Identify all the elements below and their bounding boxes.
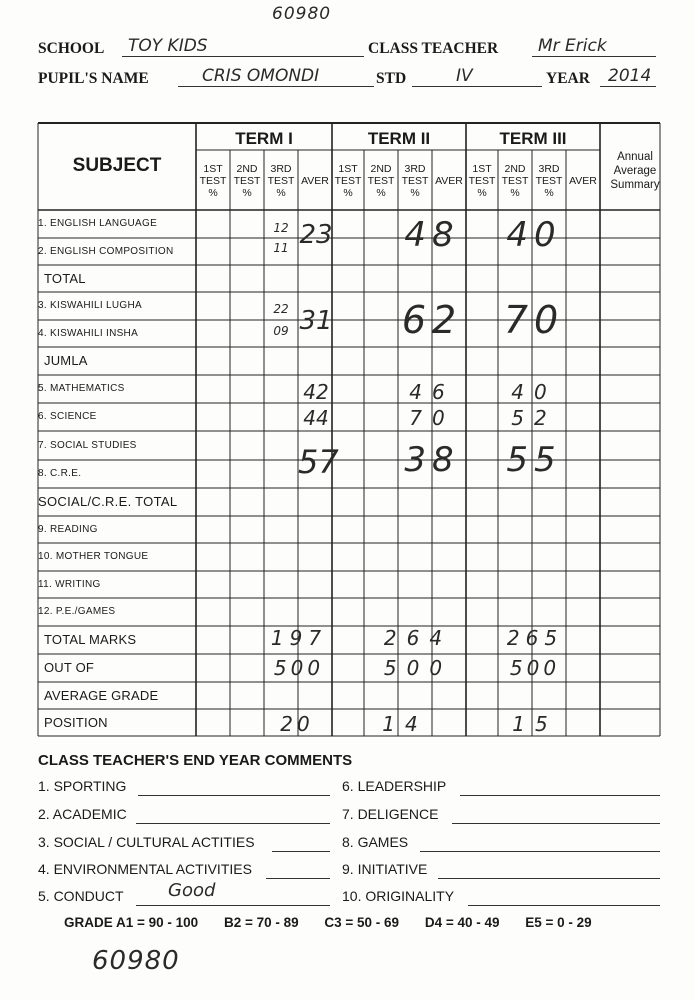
subheader-t3-col1: 1ST TEST % <box>468 163 496 199</box>
total-marks-t3: 265 <box>506 626 564 650</box>
school-value: TOY KIDS <box>128 36 208 56</box>
math-t3: 40 <box>511 380 557 404</box>
subheader-t1-col2: 2ND TEST % <box>233 163 261 199</box>
math-t2: 46 <box>409 380 455 404</box>
term-3-header: TERM III <box>499 129 567 148</box>
out-of-t1: 500 <box>273 656 325 680</box>
comment-left-line-1[interactable] <box>138 794 330 796</box>
comment-left-line-3[interactable] <box>272 850 330 852</box>
kiswahili-t3-mark: 70 <box>503 298 565 342</box>
english-t1-small-2: 11 <box>273 241 289 255</box>
subheader-t2-col2: 2ND TEST % <box>367 163 395 199</box>
total-marks-t1: 197 <box>270 626 328 650</box>
english-t3-mark: 40 <box>506 215 562 255</box>
position-t2: 14 <box>382 712 428 736</box>
row-label-5: 4. KISWAHILI INSHA <box>38 328 139 339</box>
comment-left-line-4[interactable] <box>266 877 330 879</box>
comment-left-4: 4. ENVIRONMENTAL ACTIVITIES <box>38 861 252 877</box>
comment-left-line-5[interactable] <box>136 904 330 906</box>
subheader-t2-col3: 3RD TEST % <box>401 163 429 199</box>
comment-right-1: 6. LEADERSHIP <box>342 778 447 794</box>
row-label-9: 7. SOCIAL STUDIES <box>38 440 137 451</box>
row-label-19: POSITION <box>44 715 108 730</box>
comment-right-3: 8. GAMES <box>342 834 409 850</box>
row-label-4: 3. KISWAHILI LUGHA <box>38 300 142 311</box>
std-value: IV <box>456 66 473 86</box>
comment-right-2: 7. DELIGENCE <box>342 806 439 822</box>
row-label-11: SOCIAL/C.R.E. TOTAL <box>38 494 178 509</box>
total-marks-t2: 264 <box>383 626 453 650</box>
year-label: YEAR <box>546 70 590 87</box>
subheader-t3-col2: 2ND TEST % <box>501 163 529 199</box>
top-reference-number: 60980 <box>272 4 332 24</box>
subheader-t2-col4: AVER <box>435 175 463 187</box>
year-value: 2014 <box>608 66 652 86</box>
comment-right-line-3[interactable] <box>420 850 660 852</box>
pupil-name-label: PUPIL'S NAME <box>38 70 149 87</box>
position-t3: 15 <box>512 712 558 736</box>
subject-header: SUBJECT <box>72 155 162 176</box>
row-label-14: 11. WRITING <box>38 579 101 590</box>
row-label-6: JUMLA <box>44 353 88 368</box>
conduct-value: Good <box>168 880 216 901</box>
science-t3: 52 <box>511 406 557 430</box>
row-label-13: 10. MOTHER TONGUE <box>38 551 149 562</box>
science-t1: 44 <box>303 406 329 430</box>
comment-right-line-1[interactable] <box>460 794 660 796</box>
school-label: SCHOOL <box>38 40 105 57</box>
subheader-t3-col3: 3RD TEST % <box>535 163 563 199</box>
subheader-t1-col1: 1ST TEST % <box>199 163 227 199</box>
subheader-t1-col4: AVER <box>301 175 329 187</box>
grade-e5: E5 = 0 - 29 <box>525 915 592 930</box>
row-label-7: 5. MATHEMATICS <box>38 383 125 394</box>
grade-c3: C3 = 50 - 69 <box>324 915 400 930</box>
social-cre-t3: 55 <box>506 440 562 480</box>
social-cre-t1: 57 <box>298 443 339 481</box>
row-label-2: 2. ENGLISH COMPOSITION <box>38 246 174 257</box>
subheader-t1-col3: 3RD TEST % <box>267 163 295 199</box>
english-t1-small-1: 12 <box>273 221 289 235</box>
english-t2-mark: 48 <box>404 215 460 255</box>
comment-left-line-2[interactable] <box>136 822 330 824</box>
comment-right-line-5[interactable] <box>468 904 660 906</box>
out-of-t3: 500 <box>509 656 561 680</box>
class-teacher-label: CLASS TEACHER <box>368 40 499 57</box>
kiswahili-t1-small-1: 22 <box>273 302 289 316</box>
comment-right-4: 9. INITIATIVE <box>342 861 428 877</box>
row-label-10: 8. C.R.E. <box>38 468 82 479</box>
english-t1-aver: 23 <box>299 220 333 250</box>
comment-right-5: 10. ORIGINALITY <box>342 888 455 904</box>
social-cre-t2: 38 <box>404 440 460 480</box>
grade-b2: B2 = 70 - 89 <box>223 915 299 930</box>
row-label-17: OUT OF <box>44 660 95 675</box>
math-t1: 42 <box>303 380 329 404</box>
comment-left-1: 1. SPORTING <box>38 778 127 794</box>
kiswahili-t2-mark: 62 <box>401 298 463 342</box>
row-label-18: AVERAGE GRADE <box>44 688 159 703</box>
comments-title: CLASS TEACHER'S END YEAR COMMENTS <box>38 752 353 769</box>
comment-left-5: 5. CONDUCT <box>38 888 124 904</box>
position-t1: 20 <box>280 712 314 736</box>
row-label-3: TOTAL <box>44 271 86 286</box>
row-label-16: TOTAL MARKS <box>44 632 137 647</box>
row-label-8: 6. SCIENCE <box>38 411 97 422</box>
comment-right-line-2[interactable] <box>452 822 660 824</box>
grade-a1: GRADE A1 = 90 - 100 <box>64 915 199 930</box>
bottom-reference-number: 60980 <box>92 946 180 976</box>
row-label-12: 9. READING <box>38 524 98 535</box>
term-1-header: TERM I <box>235 129 293 148</box>
science-t2: 70 <box>409 406 455 430</box>
kiswahili-t1-aver: 31 <box>299 306 333 336</box>
class-teacher-value: Mr Erick <box>538 36 607 56</box>
comment-left-2: 2. ACADEMIC <box>38 806 127 822</box>
term-2-header: TERM II <box>367 129 431 148</box>
comment-right-line-4[interactable] <box>438 877 660 879</box>
subheader-t2-col1: 1ST TEST % <box>334 163 362 199</box>
grade-d4: D4 = 40 - 49 <box>424 915 500 930</box>
pupil-name-value: CRIS OMONDI <box>202 66 320 86</box>
row-label-15: 12. P.E./GAMES <box>38 606 116 617</box>
row-label-1: 1. ENGLISH LANGUAGE <box>38 218 158 229</box>
annual-average-header: Annual Average Summary <box>610 151 660 191</box>
subheader-t3-col4: AVER <box>569 175 597 187</box>
kiswahili-t1-small-2: 09 <box>273 324 289 338</box>
comment-left-3: 3. SOCIAL / CULTURAL ACTITIES <box>38 834 255 850</box>
grade-scale <box>64 915 614 930</box>
std-label: STD <box>376 70 407 87</box>
out-of-t2: 500 <box>383 656 453 680</box>
